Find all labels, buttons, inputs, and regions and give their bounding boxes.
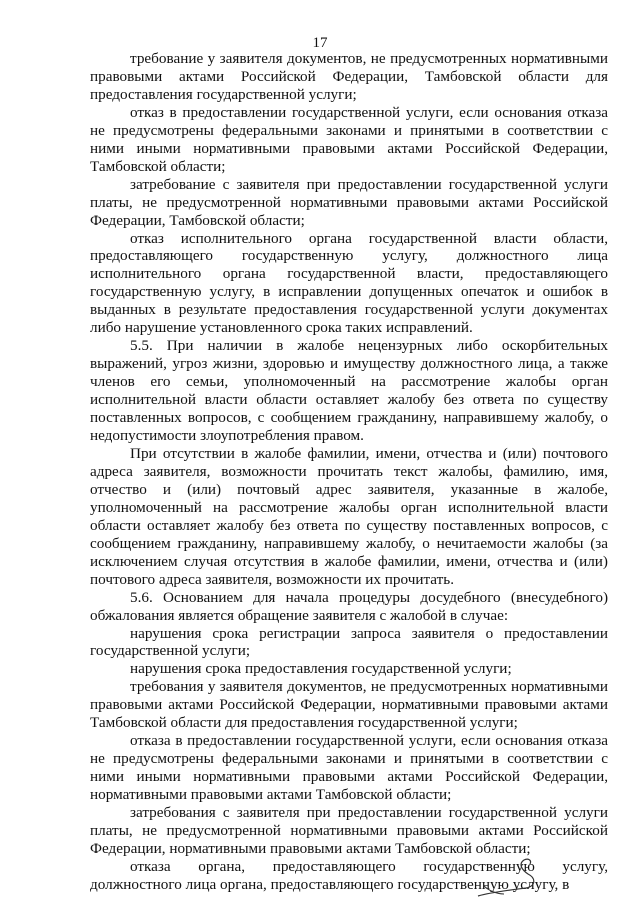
- paragraph-4: отказ исполнительного органа государственной власти области, предоставляющего государственную услугу, должностного лица исполнительного органа государственной власти, предоставляющего государственную услугу, в исправлении допущенных опечаток и ошибок в выданных в результате предоставления государственной услуги документах либо нарушение установленного срока таких исправлений.: [90, 229, 608, 337]
- paragraph-10: требования у заявителя документов, не предусмотренных нормативными правовыми актами Российской Федерации, нормативными правовыми актами Тамбовской области для предоставления государственной услуги;: [90, 678, 608, 732]
- page-number: 17: [312, 35, 328, 51]
- paragraph-8: нарушения срока регистрации запроса заявителя о предоставлении государственной услуги;: [90, 624, 608, 660]
- paragraph-12: затребования с заявителя при предоставлении государственной услуги платы, не предусмотренной нормативными правовыми актами Российской Федерации, нормативными правовыми актами Тамбовской области;: [90, 804, 608, 857]
- paragraph-11: отказа в предоставлении государственной услуги, если основания отказа не предусмотрены федеральными законами и принятыми в соответствии с ними иными нормативными правовыми актами Российской Федерации, нормативными правовыми актами Тамбовской области;: [90, 732, 608, 804]
- paragraph-9: нарушения срока предоставления государственной услуги;: [130, 660, 512, 678]
- paragraph-5-5: 5.5. При наличии в жалобе нецензурных либо оскорбительных выражений, угроз жизни, здоровью и имуществу должностного лица, а также членов его семьи, уполномоченный на рассмотрение жалобы орган исполнительной власти области оставляет жалобу без ответа по существу поставленных вопросов, с сообщением гражданину, направившему жалобу, о недопустимости злоупотребления правом.: [90, 337, 608, 445]
- signature-icon: [470, 852, 550, 898]
- paragraph-6: При отсутствии в жалобе фамилии, имени, отчества и (или) почтового адреса заявителя, возможности прочитать текст жалобы, фамилию, имя, отчество и (или) почтовый адрес заявителя, указанные в жалобе, уполномоченный на рассмотрение жалобы орган исполнительной власти области оставляет жалобу без ответа по существу поставленных вопросов, с сообщением гражданину, направившему жалобу, о нечитаемости жалобы (за исключением случая отсутствия в жалобе фамилии, имени, отчества и (или) почтового адреса заявителя, возможности их прочитать.: [90, 444, 608, 588]
- paragraph-2: отказ в предоставлении государственной услуги, если основания отказа не предусмотрены федеральными законами и принятыми в соответствии с ними иными нормативными правовыми актами Российской Федерации, Тамбовской области;: [90, 103, 608, 175]
- paragraph-1: требование у заявителя документов, не предусмотренных нормативными правовыми актами Российской Федерации, Тамбовской области для предоставления государственной услуги;: [90, 50, 608, 103]
- paragraph-3: затребование с заявителя при предоставлении государственной услуги платы, не предусмотренной нормативными правовыми актами Российской Федерации, Тамбовской области;: [90, 175, 608, 229]
- paragraph-13: отказа органа, предоставляющего государственную услугу, должностного лица органа, предоставляющего государственную услугу, в: [90, 857, 608, 893]
- document-body: [90, 50, 608, 894]
- paragraph-5-6: 5.6. Основанием для начала процедуры досудебного (внесудебного) обжалования является обращение заявителя с жалобой в случае:: [90, 588, 608, 624]
